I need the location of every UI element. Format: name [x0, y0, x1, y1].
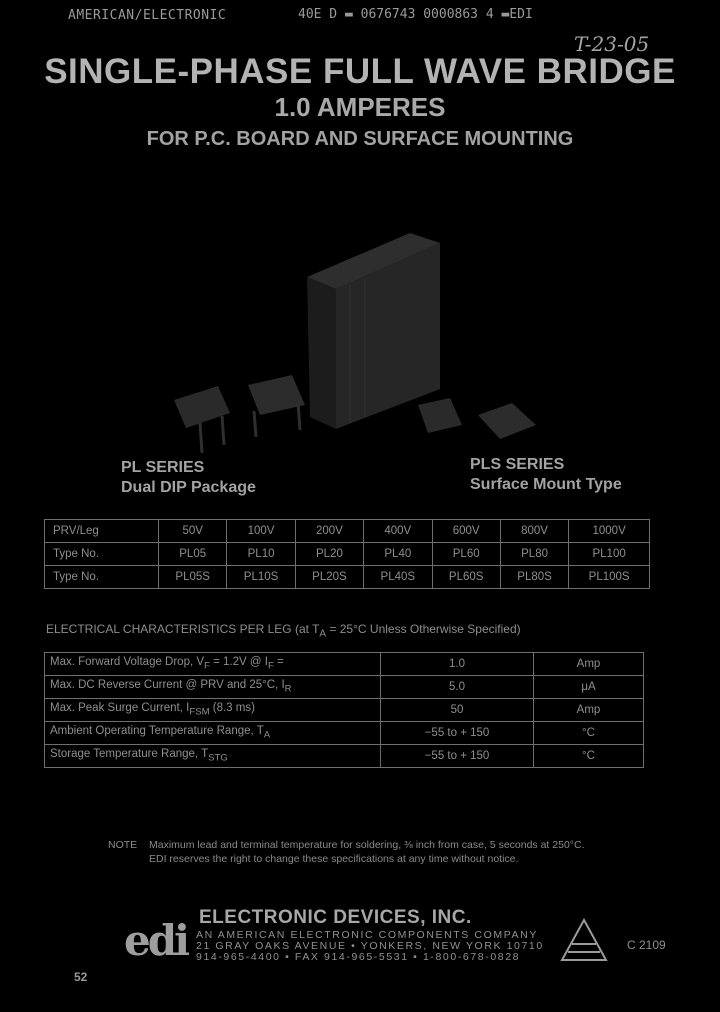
table-row [45, 676, 644, 699]
unit-cell: μA [534, 676, 644, 699]
pl-series-label [121, 458, 256, 498]
table-row [45, 722, 644, 745]
table-cell: PL05S [159, 566, 227, 589]
table-cell: PL10 [227, 543, 295, 566]
pls-series-name: PLS SERIES [470, 456, 565, 473]
table-cell: PL05 [159, 543, 227, 566]
table-cell: 100V [227, 520, 295, 543]
note-line-2: EDI reserves the right to change these specifications at any time without notice. [149, 853, 519, 865]
param-cell: Ambient Operating Temperature Range, $T_A$ [45, 722, 381, 745]
table-cell: 600V [432, 520, 500, 543]
page-number: 52 [74, 970, 88, 984]
table-row [45, 520, 650, 543]
company-name: ELECTRONIC DEVICES, INC. [199, 907, 472, 928]
table-cell: 200V [295, 520, 363, 543]
value-cell: 50 [381, 699, 534, 722]
header-company-code: AMERICAN/ELECTRONIC [68, 8, 227, 23]
value-cell: 1.0 [381, 653, 534, 676]
unit-cell: °C [534, 745, 644, 768]
table-row [45, 745, 644, 768]
param-cell: Max. Forward Voltage Drop, $V_F = 1.2V$ @ $I_F$ = [45, 653, 381, 676]
handwritten-note: T-23-05 [574, 32, 650, 56]
table-cell: PL40 [364, 543, 432, 566]
table-cell: 50V [159, 520, 227, 543]
address-line-3: 914-965-4400 • FAX 914-965-5531 • 1-800-678-0828 [196, 951, 521, 963]
table-cell: PL80S [500, 566, 568, 589]
header-doc-code: 40E D ▬ 0676743 0000863 4 ▬EDI [298, 7, 533, 22]
large-module-side [307, 277, 336, 429]
pl-series-name: PL SERIES [121, 459, 205, 476]
table-cell: 400V [364, 520, 432, 543]
value-cell: −55 to + 150 [381, 745, 534, 768]
page-subtitle-mounting: FOR P.C. BOARD AND SURFACE MOUNTING [146, 128, 574, 150]
electrical-table [44, 652, 644, 768]
type-table [44, 519, 650, 589]
table-cell: PL100 [569, 543, 650, 566]
table-cell: PL60 [432, 543, 500, 566]
table-row [45, 699, 644, 722]
table-cell: PL40S [364, 566, 432, 589]
table-cell: PL80 [500, 543, 568, 566]
value-cell: 5.0 [381, 676, 534, 699]
table-cell: PL20 [295, 543, 363, 566]
product-photo [160, 225, 560, 455]
param-cell: Max. DC Reverse Current @ PRV and 25°C, $I_R$ [45, 676, 381, 699]
note-label: NOTE [108, 839, 138, 851]
note-text [149, 838, 585, 866]
smd-package-1 [418, 398, 462, 433]
catalog-number: C 2109 [627, 938, 666, 952]
table-row [45, 566, 650, 589]
triangle-logo-icon [560, 918, 608, 964]
table-row [45, 543, 650, 566]
table-cell: PL10S [227, 566, 295, 589]
row-label: Type No. [45, 543, 159, 566]
row-label: PRV/Leg [45, 520, 159, 543]
edi-logo: edi [124, 916, 188, 965]
table-cell: PL100S [569, 566, 650, 589]
table-cell: PL20S [295, 566, 363, 589]
unit-cell: °C [534, 722, 644, 745]
row-label: Type No. [45, 566, 159, 589]
table-cell: PL60S [432, 566, 500, 589]
value-cell: −55 to + 150 [381, 722, 534, 745]
param-cell: Storage Temperature Range, $T_{STG}$ [45, 745, 381, 768]
table-cell: 1000V [569, 520, 650, 543]
electrical-title: ELECTRICAL CHARACTERISTICS PER LEG (at $T_A = 25^\circ C$ Unless Otherwise Specified) [46, 622, 521, 640]
dip-package-2 [248, 375, 305, 415]
table-cell: 800V [500, 520, 568, 543]
param-cell: Max. Peak Surge Current, $I_{FSM}$ (8.3 ms) [45, 699, 381, 722]
note-line-1: Maximum lead and terminal temperature for soldering, ⅜ inch from case, 5 seconds at 250°C. [149, 839, 585, 851]
unit-cell: Amp [534, 699, 644, 722]
smd-package-2 [478, 403, 536, 439]
address-line-2: 21 GRAY OAKS AVENUE • YONKERS, NEW YORK 10710 [196, 940, 544, 952]
address-line-1: AN AMERICAN ELECTRONIC COMPONENTS COMPANY [196, 929, 538, 941]
table-row [45, 653, 644, 676]
page-title: SINGLE-PHASE FULL WAVE BRIDGE [44, 52, 676, 91]
company-address [196, 930, 544, 963]
unit-cell: Amp [534, 653, 644, 676]
pls-series-label [470, 455, 622, 495]
pls-series-desc: Surface Mount Type [470, 476, 622, 493]
pl-series-desc: Dual DIP Package [121, 479, 256, 496]
page-subtitle: 1.0 AMPERES [274, 92, 446, 122]
